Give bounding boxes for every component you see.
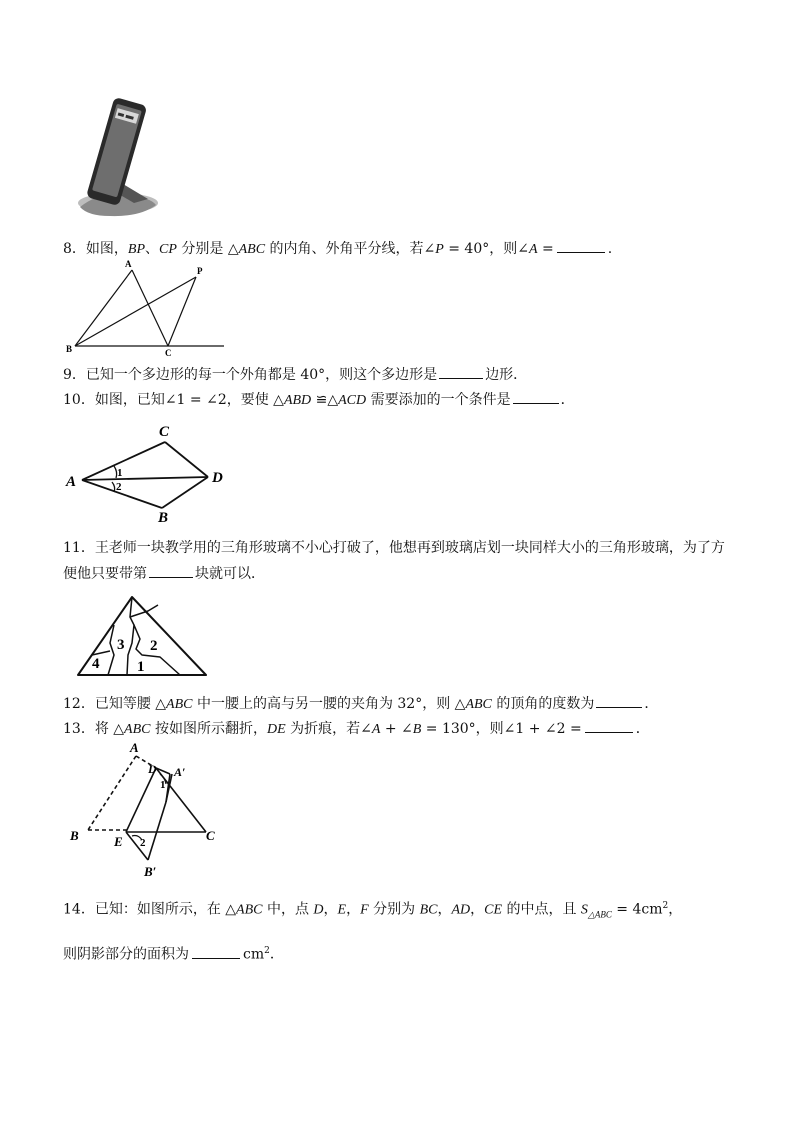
question-14-line2: 则阴影部分的面积为 $cm^2$． [63,941,284,965]
label-piece-1: 1 [137,659,145,675]
question-number: 13． [63,721,95,737]
answer-blank[interactable] [596,693,642,708]
label-B-prime: B′ [144,864,157,879]
answer-blank[interactable] [513,389,559,404]
question-11: 11．王老师一块教学用的三角形玻璃不小心打破了，他想再到玻璃店划一块同样大小的三角形玻璃，为了方 [63,540,725,556]
label-B: B [158,510,169,525]
label-D: D [212,470,223,486]
question-11-line2: 便他只要带第 块就可以． [63,563,265,584]
label-angle-1: 1 [160,779,166,791]
question-number: 8． [63,241,86,257]
answer-blank[interactable] [149,563,193,578]
question-number: 9． [63,367,86,383]
label-piece-2: 2 [150,638,158,654]
label-C: C [159,424,170,440]
question-8: 8．如图，BP、CP 分别是 △ABC 的内角、外角平分线，若∠P = 40°，则∠A = . [63,238,612,260]
label-C: C [206,828,215,843]
answer-blank[interactable] [439,364,483,379]
label-D: D [148,762,157,776]
figure-q13 [62,740,227,882]
question-number: 14． [63,901,95,918]
answer-blank[interactable] [192,944,240,959]
label-A-prime: A′ [174,765,186,779]
label-piece-4: 4 [92,656,100,672]
question-number: 10． [63,392,95,408]
label-angle-1: 1 [117,467,123,479]
question-10: 10．如图，已知∠1 = ∠2，要使 △ABD ≌△ACD 需要添加的一个条件是 ． [63,389,575,411]
figure-q8 [62,258,230,358]
figure-q10 [62,420,237,525]
question-9: 9．已知一个多边形的每一个外角都是 40°，则这个多边形是 边形． [63,364,527,385]
label-B: B [70,828,79,843]
answer-blank[interactable] [585,718,633,733]
answer-blank[interactable] [557,238,605,253]
label-A: A [66,474,77,490]
label-angle-2: 2 [116,481,122,493]
figure-q11 [70,593,212,679]
label-angle-2: 2 [140,837,146,849]
question-number: 11． [63,540,95,556]
label-piece-3: 3 [117,637,125,653]
question-14: 14．已知：如图所示，在 △ABC 中，点 D，E，F 分别为 BC，AD，CE 的中点，且 $S_{\triangle ABC} = 4cm^2$， [63,901,683,920]
question-12: 12．已知等腰 △ABC 中一腰上的高与另一腰的夹角为 32°，则 △ABC 的顶角的度数为 ． [63,693,658,715]
label-A: A [130,740,139,755]
label-P: P [197,266,203,276]
question-number: 12． [63,696,95,712]
label-C: C [165,348,172,358]
label-A: A [125,259,132,269]
label-B: B [66,344,73,354]
label-E: E [114,834,123,849]
phone-stand-photo [70,95,165,220]
question-13: 13．将 △ABC 按如图所示翻折，DE 为折痕，若∠A + ∠B = 130°，则∠1 + ∠2 = ． [63,718,650,740]
